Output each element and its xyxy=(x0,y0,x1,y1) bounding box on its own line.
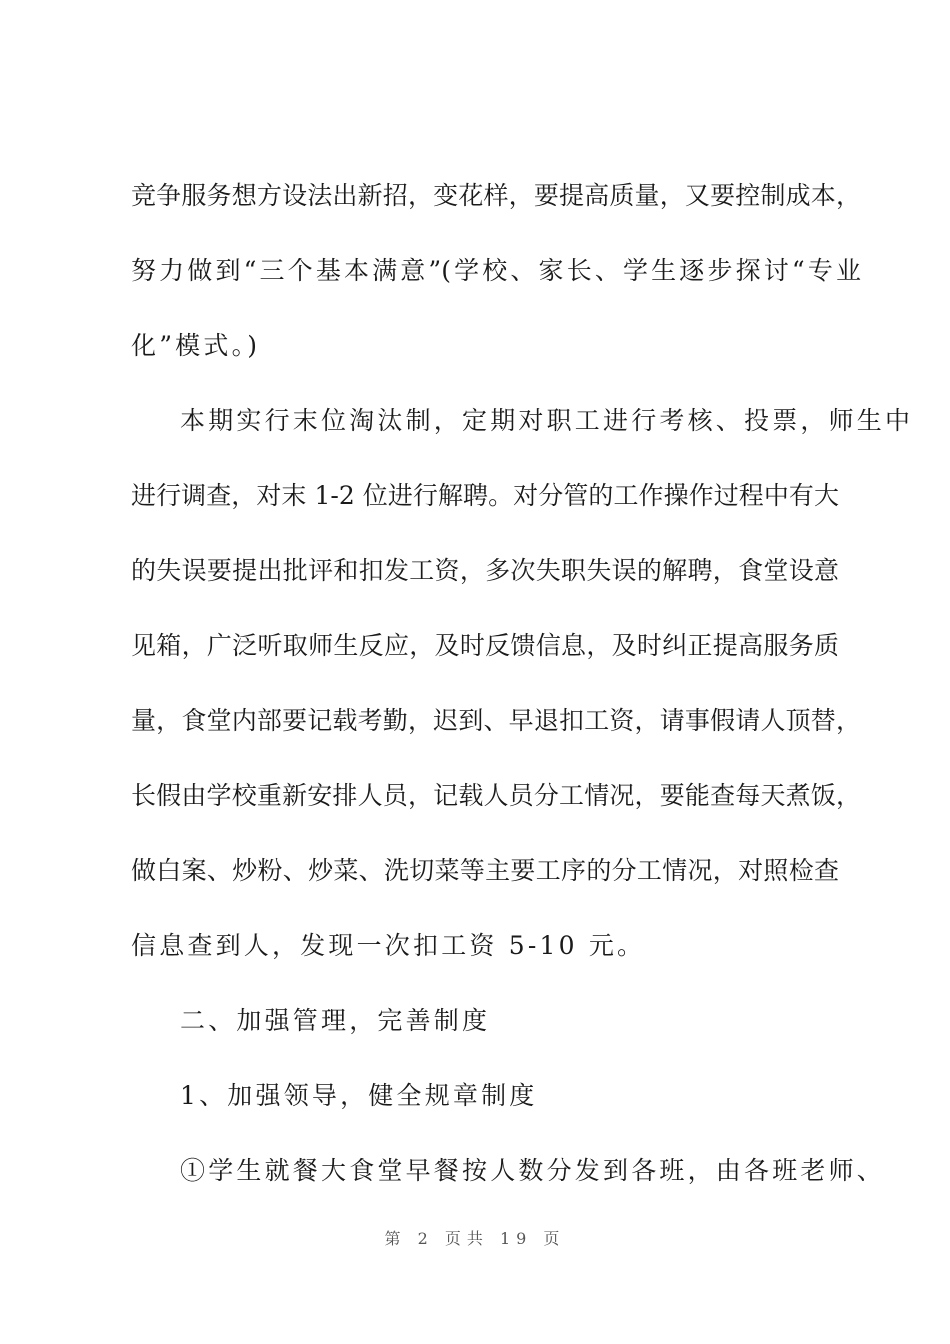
text-line-1: 竞争服务想方设法出新招，变花样，要提高质量，又要控制成本， xyxy=(131,181,861,210)
paragraph-2-line-6: 长假由学校重新安排人员，记载人员分工情况，要能查每天煮饭， xyxy=(131,781,861,810)
subsection-heading: 1、加强领导，健全规章制度 xyxy=(180,1081,538,1110)
text-line-3: 化”模式。) xyxy=(131,331,261,360)
paragraph-2-line-4: 见箱，广泛听取师生反应，及时反馈信息，及时纠正提高服务质 xyxy=(131,631,839,660)
paragraph-2-line-7: 做白案、炒粉、炒菜、洗切菜等主要工序的分工情况，对照检查 xyxy=(131,856,839,885)
list-item-1: ①学生就餐大食堂早餐按人数分发到各班，由各班老师、 xyxy=(180,1156,886,1185)
paragraph-2-line-1: 本期实行末位淘汰制，定期对职工进行考核、投票，师生中 xyxy=(180,406,914,435)
paragraph-2-line-3: 的失误要提出批评和扣发工资，多次失职失误的解聘，食堂设意 xyxy=(131,556,839,585)
paragraph-2-line-2: 进行调查，对末 1-2 位进行解聘。对分管的工作操作过程中有大 xyxy=(131,481,839,510)
paragraph-2-line-5: 量，食堂内部要记载考勤，迟到、早退扣工资，请事假请人顶替， xyxy=(131,706,861,735)
paragraph-2-line-8: 信息查到人，发现一次扣工资 5-10 元。 xyxy=(131,931,646,960)
section-heading: 二、加强管理，完善制度 xyxy=(180,1006,491,1035)
page-number-footer: 第 2 页共 19 页 xyxy=(384,1229,566,1248)
text-line-2: 努力做到“三个基本满意”(学校、家长、学生逐步探讨“专业 xyxy=(131,256,861,285)
